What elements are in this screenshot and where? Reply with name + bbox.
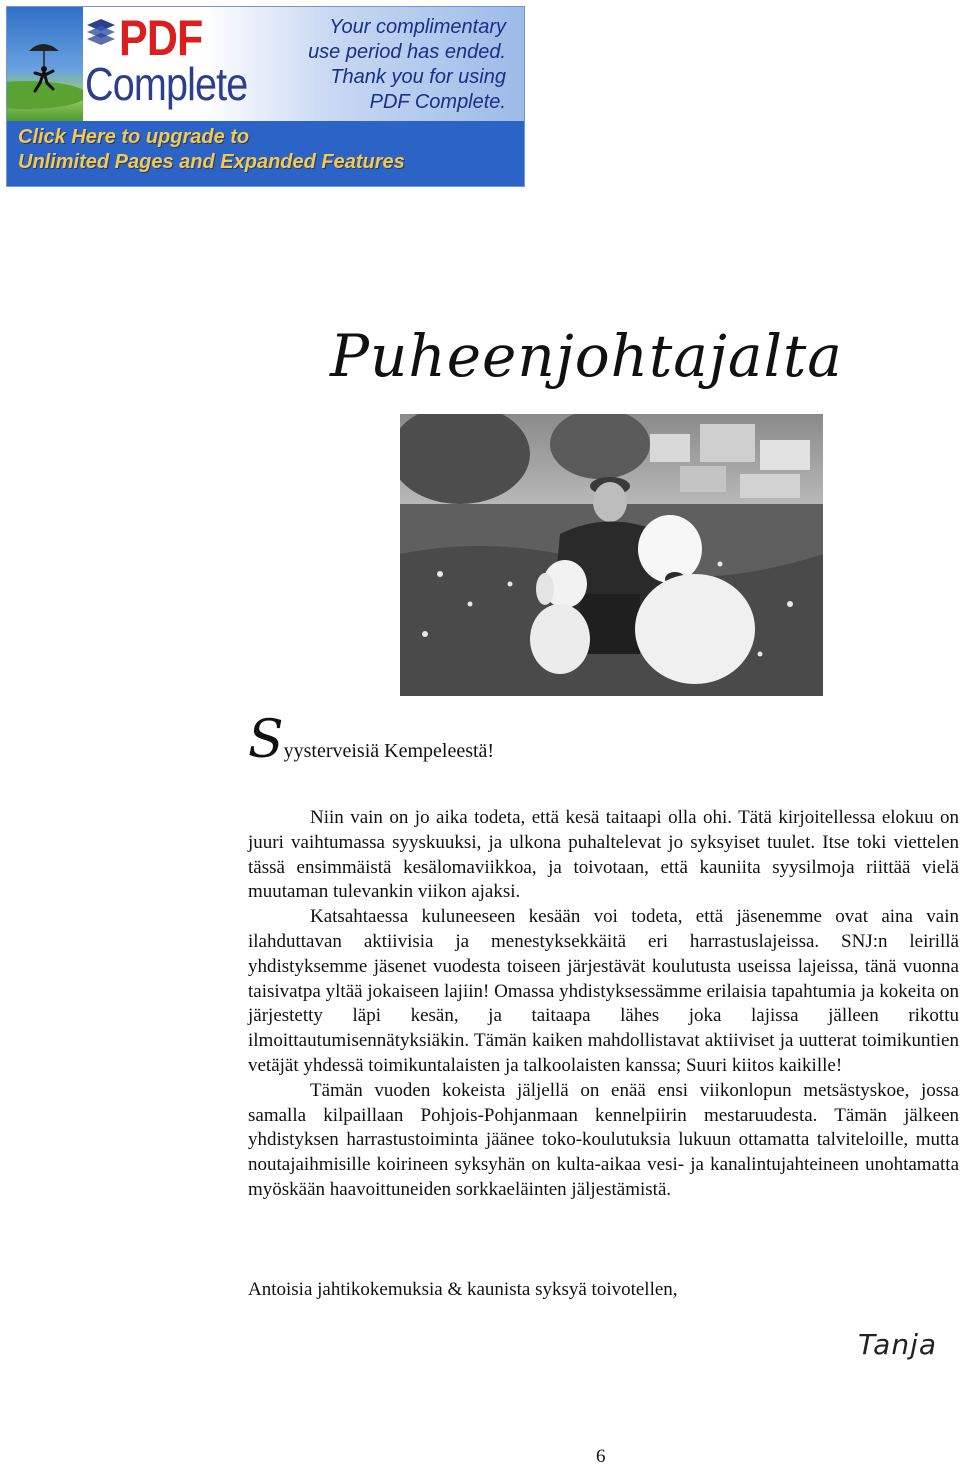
signature: Tanja: [858, 1328, 938, 1361]
brand-pdf: PDF: [119, 10, 203, 66]
paragraph: Tämän vuoden kokeista jäljellä on enää ensi viikonlopun metsästyskoe, jossa samalla kilpaillaan Pohjois-Pohjanmaan kennelpiirin mestaruudesta. Tämän jälkeen yhdistyksen harrastustoiminta jäänee toko-koulutuksia lukuun ottamatta talviteloille, mutta noutajaihmisille koirineen syksyhän on kulta-aikaa vesi- ja kanalintujahteineen unohtamatta myöskään haavoittuneiden sorkkaeläinten jäljestämistä.: [248, 1079, 959, 1200]
notice-line: Thank you for using: [330, 66, 506, 88]
upgrade-line[interactable]: Unlimited Pages and Expanded Features: [18, 151, 405, 173]
stacked-layers-icon: [85, 17, 117, 47]
article-body: [248, 806, 959, 1203]
photo-person-with-dogs: [400, 414, 823, 696]
paragraph: Katsahtaessa kuluneeseen kesään voi todeta, että jäsenemme ovat aina vain ilahduttavan aktiivisia ja menestyksekkäitä eri harrastuslajeissa. SNJ:n leirillä yhdistyksemme jäsenet vuodesta toiseen järjestävät koulutusta useissa lajeissa, tänä vuonna taisivatpa yltää jokaiseen lajiin! Omassa yhdistyksessämme erilaisia tapahtumia ja kokeita on järjestetty läpi kesän, ja taitaapa lähes joka lajissa jälleen rikottu ilmoittautumisennätyksiäkin. Tämän kaiken mahdollistavat aktiiviset ja uutterat toimikuntien vetäjät yhdessä toimikuntalaisten ja talkoolaisten kanssa; Suuri kiitos kaikille!: [248, 906, 959, 1076]
upgrade-line[interactable]: Click Here to upgrade to: [18, 126, 250, 148]
closing-line: Antoisia jahtikokemuksia & kaunista syksyä toivotellen,: [248, 1279, 678, 1300]
notice-line: use period has ended.: [308, 41, 506, 63]
paragraph: Niin vain on jo aika todeta, että kesä taitaapi olla ohi. Tätä kirjoitellessa elokuu on juuri vaihtumassa syyskuuksi, ja ulkona puhaltelevat jo syksyiset tuulet. Itse toki viettelen tässä ensimmäistä kesälomaviikkoa, ja toivotaan, että kauniita syysilmoja riittää vielä muutaman tulevankin viikon ajaksi.: [248, 807, 959, 903]
parachute-jumper-icon: [7, 7, 83, 121]
page-title: Puheenjohtajalta: [330, 322, 843, 390]
brand-complete: Complete: [85, 58, 248, 110]
page-number: 6: [596, 1446, 606, 1467]
notice-line: Your complimentary: [329, 16, 506, 38]
drop-cap: S: [248, 710, 284, 770]
greeting-text: yysterveisiä Kempeleestä!: [283, 740, 495, 762]
upgrade-link[interactable]: [18, 125, 518, 175]
trial-ended-notice: [276, 15, 506, 115]
notice-line: PDF Complete.: [369, 91, 506, 113]
greeting: [248, 710, 495, 770]
upgrade-banner[interactable]: [6, 6, 525, 187]
